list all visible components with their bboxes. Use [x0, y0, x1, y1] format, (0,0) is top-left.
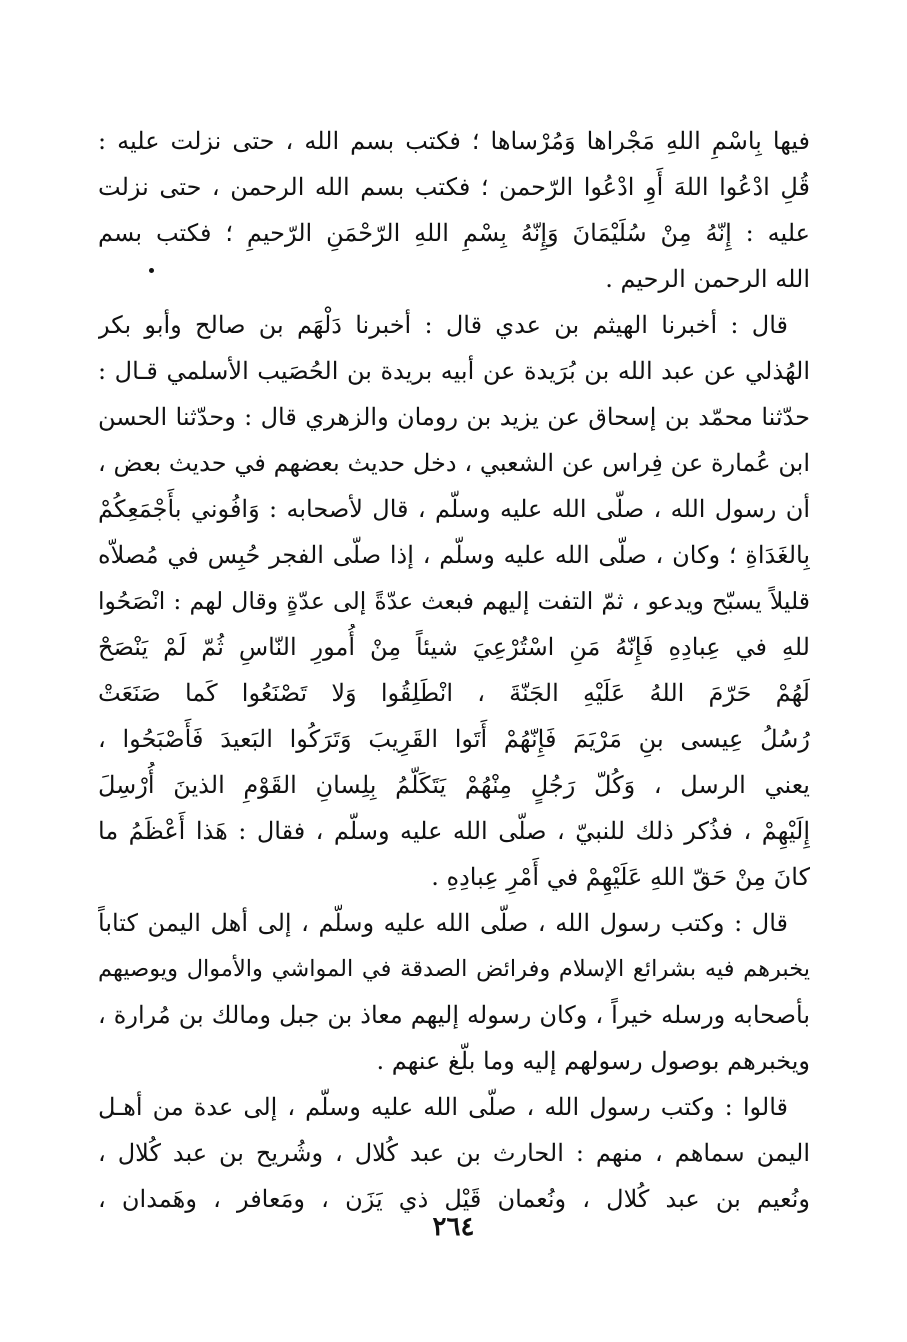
text-line: ونُعيم بن عبد كُلال ، ونُعمان قَيْل ذي يَزَن ، ومَعافر ، وهَمدان ،: [98, 1185, 810, 1213]
text-line: ابن عُمارة عن فِراس عن الشعبي ، دخل حديث بعضهم في حديث بعض ،: [98, 449, 810, 477]
text-line: الهُذلي عن عبد الله بن بُرَيدة عن أبيه بريدة بن الحُصَيب الأسلمي قـال :: [98, 357, 810, 385]
text-line: قال : أخبرنا الهيثم بن عدي قال : أخبرنا دَلْهَم بن صالح وأبو بكر: [98, 311, 788, 339]
text-line: قُلِ ادْعُوا اللهَ أَوِ ادْعُوا الرّحمن ؛ فكتب بسم الله الرحمن ، حتى نزلت: [98, 173, 810, 201]
text-line: إِلَيْهِمْ ، فذُكر ذلك للنبيّ ، صلّى الله عليه وسلّم ، فقال : هَذا أَعْظَمُ ما: [98, 817, 810, 845]
text-line: بأصحابه ورسله خيراً ، وكان رسوله إليهم معاذ بن جبل ومالك بن مُرارة ،: [98, 1001, 810, 1029]
text-line: اليمن سماهم ، منهم : الحارث بن عبد كُلال ، وشُريح بن عبد كُلال ،: [98, 1139, 810, 1167]
text-line: عليه : إِنّهُ مِنْ سُلَيْمَانَ وَإِنّهُ بِسْمِ اللهِ الرّحْمَنِ الرّحيمِ ؛ فكتب بسم: [98, 219, 810, 247]
text-line: للهِ في عِبادِهِ فَإِنّهُ مَنِ اسْتُرْعِيَ شيئاً مِنْ أُمورِ النّاسِ ثُمّ لَمْ يَنْصَحْ: [98, 633, 810, 661]
text-line: فيها بِاسْمِ اللهِ مَجْراها وَمُرْساها ؛ فكتب بسم الله ، حتى نزلت عليه :: [98, 127, 810, 155]
text-line: يعني الرسل ، وَكُلّ رَجُلٍ مِنْهُمْ يَتَكَلّمُ بِلِسانِ القَوْمِ الذينَ أُرْسِلَ: [98, 771, 810, 799]
page-number: ٢٦٤: [432, 1212, 475, 1242]
text-line: قال : وكتب رسول الله ، صلّى الله عليه وسلّم ، إلى أهل اليمن كتاباً: [98, 909, 788, 937]
body-text: [98, 118, 810, 1222]
text-line: لَهُمْ حَرّمَ اللهُ عَلَيْهِ الجَنّةَ ، انْطَلِقُوا وَلا تَصْنَعُوا كَما صَنَعَتْ: [98, 679, 810, 707]
text-line: يخبرهم فيه بشرائع الإسلام وفرائض الصدقة في المواشي والأموال ويوصيهم: [98, 956, 810, 982]
text-line: قالوا : وكتب رسول الله ، صلّى الله عليه وسلّم ، إلى عدة من أهـل: [98, 1093, 788, 1121]
text-line: رُسُلُ عِيسى بنِ مَرْيَمَ فَإِنّهُمْ أَتَوا القَرِيبَ وَتَرَكُوا البَعيدَ فَأَصْبَحُوا ،: [98, 725, 810, 753]
text-line: بِالغَدَاةِ ؛ وكان ، صلّى الله عليه وسلّم ، إذا صلّى الفجر حُبِس في مُصلاّه: [98, 541, 810, 569]
text-line: أن رسول الله ، صلّى الله عليه وسلّم ، قال لأصحابه : وَافُوني بأَجْمَعِكُمْ: [98, 495, 810, 523]
text-line: حدّثنا محمّد بن إسحاق عن يزيد بن رومان والزهري قال : وحدّثنا الحسن: [98, 403, 810, 431]
text-line: كانَ مِنْ حَقّ اللهِ عَلَيْهِمْ في أَمْرِ عِبادِهِ .: [431, 863, 810, 891]
text-line: الله الرحمن الرحيم .: [605, 265, 810, 293]
text-line: قليلاً يسبّح ويدعو ، ثمّ التفت إليهم فبعث عدّةً إلى عدّةٍ وقال لهم : انْصَحُوا: [98, 587, 810, 615]
text-line: ويخبرهم بوصول رسولهم إليه وما بلّغ عنهم .: [376, 1047, 810, 1075]
